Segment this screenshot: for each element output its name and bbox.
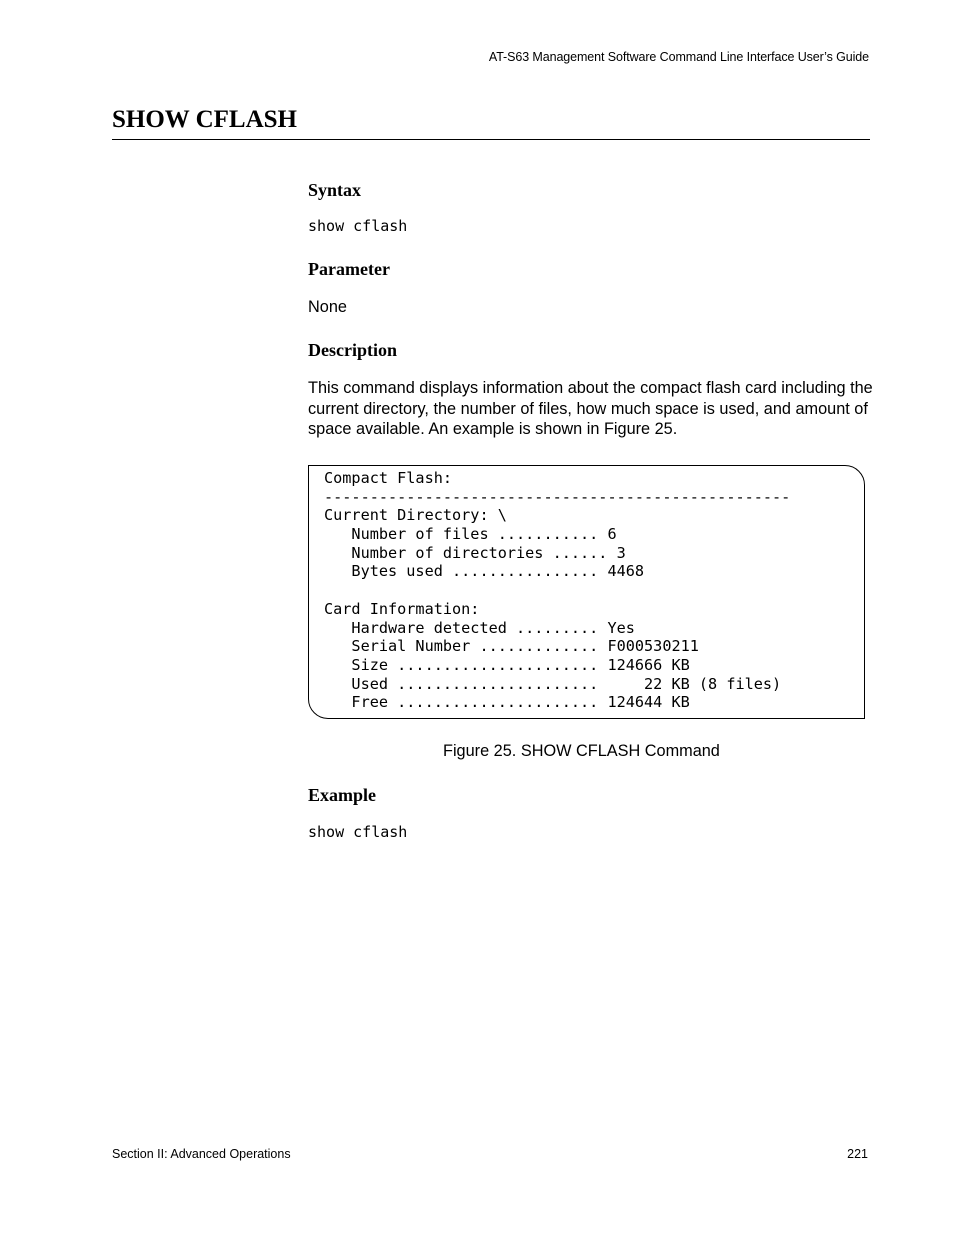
figure-output-line: Card Information: — [324, 599, 480, 618]
description-text: This command displays information about the compact flash card including the current directory, the number of files, how much space is used, and amount of space available. An example is shown in Figure 25. — [308, 379, 873, 438]
footer-section: Section II: Advanced Operations — [112, 1147, 291, 1161]
description-heading: Description — [308, 340, 397, 360]
title-divider — [112, 139, 870, 140]
figure-output-line: --------------------------------------------------- — [324, 487, 791, 506]
syntax-code: show cflash — [308, 217, 408, 235]
figure-output-line: Number of files ........... 6 — [324, 525, 617, 544]
figure-output-line — [324, 581, 790, 600]
figure-output-line: Serial Number ............. F000530211 — [324, 637, 699, 656]
example-heading: Example — [308, 785, 377, 805]
figure-caption: Figure 25. SHOW CFLASH Command — [443, 742, 720, 760]
figure-output-line: Free ...................... 124644 KB — [324, 693, 690, 712]
parameter-text: None — [308, 298, 347, 316]
figure-output-line: Hardware detected ......... Yes — [324, 618, 635, 637]
footer-page-number: 221 — [847, 1147, 868, 1161]
figure-output-line: Size ...................... 124666 KB — [324, 655, 690, 674]
figure-output-line: Current Directory: \ — [324, 506, 507, 525]
figure-output-line: Compact Flash: — [324, 469, 453, 487]
figure-output-line: Bytes used ................ 4468 — [324, 562, 645, 581]
syntax-heading: Syntax — [308, 180, 362, 200]
example-code: show cflash — [308, 823, 408, 841]
page-title: SHOW CFLASH — [112, 106, 297, 133]
figure-command-output — [324, 469, 790, 712]
running-header: AT-S63 Management Software Command Line Interface User’s Guide — [488, 50, 869, 64]
figure-output-line: Used ...................... 22 KB (8 files) — [324, 674, 782, 693]
parameter-heading: Parameter — [308, 259, 390, 279]
figure-output-line: Number of directories ...... 3 — [324, 543, 626, 562]
